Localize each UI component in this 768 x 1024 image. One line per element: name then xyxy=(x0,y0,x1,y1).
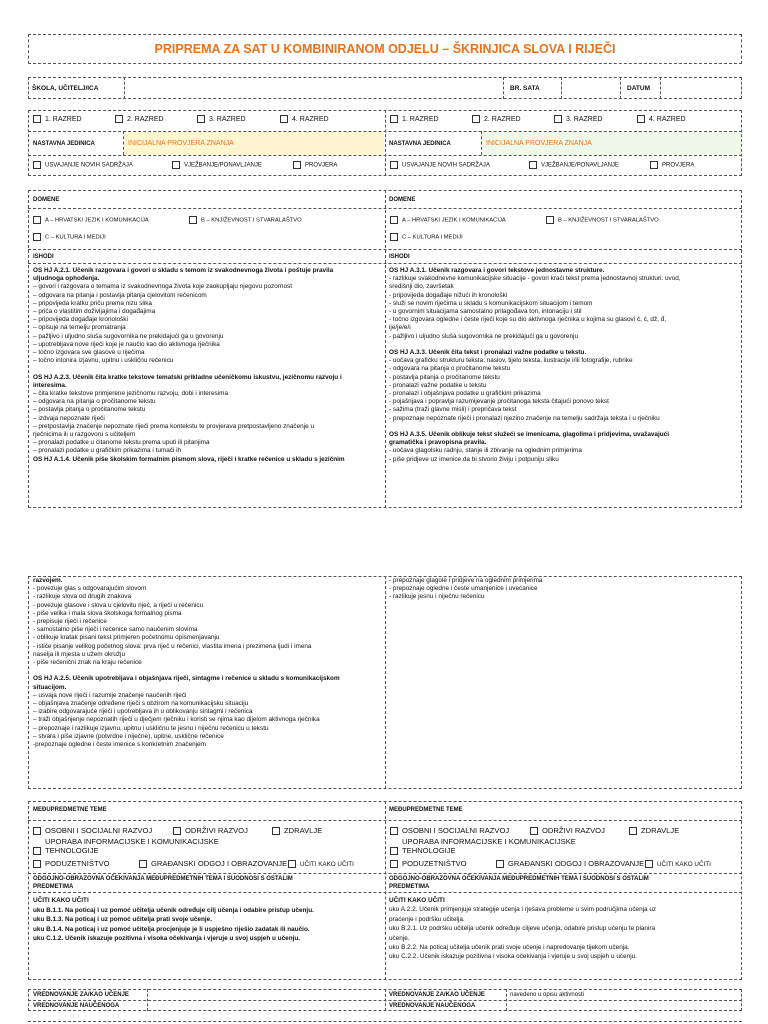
outcome-line: OŠ HJ A.3.5. Učenik oblikuje tekst služeći se imenicama, glagolima i pridjevima, uvažavajući xyxy=(389,431,669,439)
expectation-line: uku B.1.1. Na poticaj i uz pomoć učitelja učenik određuje cilj učenja i odabire pristup učenju. xyxy=(33,906,314,914)
checkbox-icon xyxy=(197,115,205,123)
school-input[interactable] xyxy=(126,79,501,97)
checkbox-icon xyxy=(172,161,180,169)
grade-3-right[interactable]: 3. RAZRED xyxy=(554,115,603,124)
outcome-line: - uočava glagolsku radnju, stanje ili zbivanje na oglednim primjerima xyxy=(389,447,582,455)
date-label: DATUM xyxy=(627,85,650,92)
grade-1-left[interactable]: 1. RAZRED xyxy=(33,115,82,124)
grade-2-right[interactable]: 2. RAZRED xyxy=(472,115,521,124)
checkbox-icon xyxy=(472,115,480,123)
checkbox-icon xyxy=(629,827,637,835)
unit-label-right: NASTAVNA JEDINICA xyxy=(389,141,451,147)
domains-label-left: DOMENE xyxy=(33,197,60,203)
outcome-line: središnji dio, završetak xyxy=(389,283,454,291)
outcome-line: - postavlja pitanja o pročitanome tekstu xyxy=(389,373,500,381)
checkbox-icon xyxy=(530,827,538,835)
checkbox-icon xyxy=(390,115,398,123)
outcome-line: - pronalazi važne podatke u tekstu xyxy=(389,381,487,389)
outcome-line: - uočava grafičku strukturu teksta: naslov, tijelo teksta, ilustracije i/ili fotografije, rubrike xyxy=(389,357,633,365)
outcome-line: - oblikuje kratak pisani tekst primjeren početnomu opismenjavanju xyxy=(33,634,220,642)
expectation-line: uku B.2.1. Uz podršku učitelja učenik određuje ciljeve učenja, odabire pristup učenju te planira xyxy=(389,925,656,933)
outcome-line: - pojašnjava i popravlja razumijevanje pročitanoga teksta čitajući ponovo tekst xyxy=(389,398,609,406)
domain-a-right[interactable]: A – HRVATSKI JEZIK I KOMUNIKACIJA xyxy=(390,216,506,226)
outcome-line: ije/je/e/i xyxy=(389,324,411,332)
domain-c-left[interactable]: C – KULTURA I MEDIJI xyxy=(33,233,106,243)
theme-civic-right[interactable]: GRAĐANSKI ODGOJ I OBRAZOVANJE xyxy=(496,859,644,868)
outcome-line: – pripovijeda događaje kronološki xyxy=(33,316,128,324)
expectation-line: uku B.2.2. Na poticaj učitelja učenik prati svoje učenje i napredovanje tijekom učenja. xyxy=(389,944,630,952)
outcome-line: OŠ HJ A.2.5. Učenik upotrebljava i objašnjava riječi, sintagme i rečenice u skladu s komunikacijskom xyxy=(33,675,340,683)
theme-personal-right[interactable]: OSOBNI I SOCIJALNI RAZVOJ xyxy=(390,826,509,835)
outcome-line: OŠ HJ A.3.1. Učenik razgovara i govori tekstove jednostavne strukture. xyxy=(389,267,605,274)
expectation-line: uku C.2.2. Učenik iskazuje pozitivna i visoka očekivanja i vjeruje u svoj uspjeh u učenju. xyxy=(389,953,637,961)
theme-learn-right[interactable]: UČITI KAKO UČITI xyxy=(645,860,711,869)
outcome-line: – čita kratke tekstove primjerene jezičnomu razvoju, dobi i interesima xyxy=(33,390,228,398)
lesson-type-new-left[interactable]: USVAJANJE NOVIH SADRŽAJA xyxy=(33,161,133,171)
outcome-line: – priča o vlastitim doživljajima i događajima xyxy=(33,308,156,316)
outcome-line: - povezuje glasove i slova u cjelovitu riječ, a riječi u rečenicu xyxy=(33,601,204,609)
outcome-line: – prepoznaje i razlikuje izjavnu, upitnu i uskličnu te jesnu i niječnu rečenicu u tekstu xyxy=(33,724,269,732)
outcome-line: - sažima (traži glavne misli) i prepričava tekst xyxy=(389,406,517,414)
theme-civic-left[interactable]: GRAĐANSKI ODGOJ I OBRAZOVANJE xyxy=(139,859,287,868)
outcomes-label-left: ISHODI xyxy=(33,254,54,260)
unit-value-left[interactable]: INICIJALNA PROVJERA ZNANJA xyxy=(128,140,234,147)
theme-ict-right[interactable] xyxy=(390,842,402,855)
outcome-line: – govori i razgovara o temama iz svakodnevnoga života koje zaokupljaju njegovu pozornost xyxy=(33,283,292,291)
outcome-line: - piše velika i mala slova školskoga formalnog pisma xyxy=(33,609,182,617)
outcome-line: - razlikuje svakodnevne komunikacijske situacije - govori kraći tekst prema jednostavnoj strukturi: uvod, xyxy=(389,275,681,283)
outcome-line: gramatička i pravopisna pravila. xyxy=(389,439,487,447)
outcome-line: interesima. xyxy=(33,381,67,389)
checkbox-icon xyxy=(33,860,41,868)
checkbox-icon xyxy=(173,827,181,835)
outcome-line: rječnicima ili u razgovoru s učiteljem xyxy=(33,431,136,439)
outcome-line: - razlikuje slova od drugih znakova xyxy=(33,593,132,601)
grade-2-left[interactable]: 2. RAZRED xyxy=(115,115,164,124)
outcome-line: – usvaja nove riječi i razumije značenje naučenih riječi xyxy=(33,691,187,699)
cross-label-left: MEĐUPREDMETNE TEME xyxy=(33,807,107,813)
lesson-type-practice-left[interactable]: VJEŽBANJE/PONAVLJANJE xyxy=(172,161,262,171)
outcome-line: - pronalazi i objašnjava podatke u grafičkim prikazima xyxy=(389,390,541,398)
outcome-line: – pronalazi podatke u čitanome tekstu prema uputi ili pitanjima xyxy=(33,439,210,447)
outcome-line: - samostalno piše riječi i rečenice samo naučenim slovima xyxy=(33,626,198,634)
theme-sustainable-right[interactable]: ODRŽIVI RAZVOJ xyxy=(530,826,605,835)
outcome-line: – izabire odgovarajuće riječi i upotrebljava ih u oblikovanju sintagmi i rečenica xyxy=(33,708,253,716)
outcome-line: – izdvaja nepoznate riječi xyxy=(33,414,105,422)
outcome-line: - prepoznaje nepoznate riječi i pronalazi njezino značenje na temelju sadržaja teksta i u rječniku xyxy=(389,414,660,422)
page-title: PRIPREMA ZA SAT U KOMBINIRANOM ODJELU – ŠKRINJICA SLOVA I RIJEČI xyxy=(154,42,616,56)
outcome-line: – odgovara na pitanja o pročitanome tekstu xyxy=(33,398,156,406)
outcomes-label-right: ISHODI xyxy=(389,254,410,260)
checkbox-icon xyxy=(33,233,41,241)
outcome-line: razvojem. xyxy=(33,577,63,584)
theme-entrepreneur-left[interactable]: PODUZETNIŠTVO xyxy=(33,859,110,868)
checkbox-icon xyxy=(189,216,197,224)
outcome-line: situacijom. xyxy=(33,683,67,691)
expectations-list-left xyxy=(33,896,381,978)
checkbox-icon xyxy=(650,161,658,169)
theme-health-right[interactable]: ZDRAVLJE xyxy=(629,826,679,835)
theme-sustainable-left[interactable]: ODRŽIVI RAZVOJ xyxy=(173,826,248,835)
lesson-type-practice-right[interactable]: VJEŽBANJE/PONAVLJANJE xyxy=(529,161,619,171)
domain-b-left[interactable]: B – KNJIŽEVNOST I STVARALAŠTVO xyxy=(189,216,302,226)
outcome-line xyxy=(389,423,739,431)
unit-label-left: NASTAVNA JEDINICA xyxy=(33,141,95,147)
expectations-list-right xyxy=(389,896,739,978)
eval-of-label-left: VREDNOVANJE NAUČENOGA xyxy=(33,1003,120,1009)
outcome-line: uljudnoga ophođenja. xyxy=(33,275,100,283)
expectation-line: praćenje i podršku učitelja. xyxy=(389,915,465,923)
outcome-line: - točno izgovara ogledne i česte riječi koje su dio aktivnoga rječnika u kojima su glasovi č, ć, dž, đ, xyxy=(389,316,667,324)
outcome-line: - odgovara na pitanja o pročitanome tekstu xyxy=(389,365,511,373)
checkbox-icon xyxy=(33,216,41,224)
outcome-line: – pretpostavlja značenje nepoznate riječi prema kontekstu te provjerava pretpostavljeno značenje u xyxy=(33,422,315,430)
eval-of-input-left[interactable] xyxy=(149,1001,383,1010)
checkbox-icon xyxy=(496,860,504,868)
outcome-line: – točno izgovara sve glasove u riječima xyxy=(33,349,145,357)
grade-4-right[interactable]: 4. RAZRED xyxy=(637,115,686,124)
checkbox-icon xyxy=(390,847,398,855)
grade-3-left[interactable]: 3. RAZRED xyxy=(197,115,246,124)
outcome-line: - razlikuje jesnu i niječnu rečenicu xyxy=(389,593,485,601)
outcome-line: - ističe pisanje velikog početnog slova: prva riječ u rečenici, vlastita imena i prezimena ljudi i imena xyxy=(33,642,312,650)
theme-ict-right-line2: TEHNOLOGIJE xyxy=(402,846,456,855)
checkbox-icon xyxy=(546,216,554,224)
outcome-line: – stvara i piše izjavne (potvrdne i niječne), upitne, uskličnе rečenice xyxy=(33,732,224,740)
checkbox-icon xyxy=(115,115,123,123)
outcome-line: OŠ HJ A.2.1. Učenik razgovara i govori u skladu s temom iz svakodnevnoga života i poštuje pravila xyxy=(33,267,334,274)
unit-value-right[interactable]: INICIJALNA PROVJERA ZNANJA xyxy=(486,140,592,147)
theme-learn-left[interactable]: UČITI KAKO UČITI xyxy=(288,860,354,869)
outcome-line: - piše pridjeve uz imenice da bi stvorio živiju i potpuniju sliku xyxy=(389,455,559,463)
domain-b-right[interactable]: B – KNJIŽEVNOST I STVARALAŠTVO xyxy=(546,216,659,226)
outcome-line: -prepoznaje ogledne i česte imenice s konkretnim značenjem xyxy=(33,741,206,749)
outcome-line: – odgovara na pitanja i postavlja pitanja cjelovitom rečenicom xyxy=(33,291,207,299)
outcomes-list-right-p2 xyxy=(389,577,739,788)
expectation-line: uku B.1.3. Na poticaj i uz pomoć učitelja prati svoje učenje. xyxy=(33,916,212,924)
theme-health-left[interactable]: ZDRAVLJE xyxy=(272,826,322,835)
eval-for-input-left[interactable] xyxy=(149,990,383,999)
checkbox-icon xyxy=(390,233,398,241)
next-table-edge xyxy=(28,1021,742,1022)
eval-for-value-right[interactable]: navedeno u opisu aktivnosti xyxy=(510,992,585,998)
checkbox-icon xyxy=(280,115,288,123)
outcome-line: - pažljivo i uljudno sluša sugovornika ne prekidajući ga u govorenju xyxy=(389,332,578,340)
checkbox-icon xyxy=(288,860,296,868)
theme-ict-left[interactable] xyxy=(33,842,45,855)
eval-of-input-right[interactable] xyxy=(508,1001,740,1010)
checkbox-icon xyxy=(390,161,398,169)
outcome-line xyxy=(389,341,739,349)
outcome-line: OŠ HJ A.3.3. Učenik čita tekst i pronalazi važne podatke u tekstu. xyxy=(389,349,587,357)
lesson-type-check-left[interactable]: PROVJERA xyxy=(293,161,337,171)
theme-ict-left-line1: UPORABA INFORMACIJSKE I KOMUNIKACIJSKE xyxy=(45,837,219,846)
outcome-line: – pronalazi podatke u grafičkim prikazima i tumači ih xyxy=(33,447,182,455)
checkbox-icon xyxy=(33,161,41,169)
eval-for-label-right: VREDNOVANJE ZA/KAO UČENJE xyxy=(389,992,485,998)
school-label: ŠKOLA, UČITELJ/ICA xyxy=(32,85,99,92)
outcome-line: – traži objašnjenje nepoznatih riječi u dječjem rječniku i koristi se njima kao dijelom aktivnoga rječnika xyxy=(33,716,320,724)
expectation-line: UČITI KAKO UČITI xyxy=(389,897,445,904)
cross-label-right: MEĐUPREDMETNE TEME xyxy=(389,807,463,813)
checkbox-icon xyxy=(33,847,41,855)
domains-label-right: DOMENE xyxy=(389,197,416,203)
outcome-line: - služi se novim riječima u skladu s komunikacijskom situacijom i temom xyxy=(389,299,593,307)
outcome-line: – točno intonira izjavnu, upitnu i uskličnu rečenicu xyxy=(33,357,174,365)
checkbox-icon xyxy=(33,115,41,123)
outcome-line: naselja ili mjesta u užem okružju xyxy=(33,650,125,658)
checkbox-icon xyxy=(293,161,301,169)
expect-label-left-2: PREDMETIMA xyxy=(33,884,74,890)
lesson-type-new-right[interactable]: USVAJANJE NOVIH SADRŽAJA xyxy=(390,161,490,171)
checkbox-icon xyxy=(272,827,280,835)
checkbox-icon xyxy=(637,115,645,123)
outcome-line xyxy=(33,667,381,675)
outcome-line: - prepoznaje ogledne i česte umanjenice i uvećanice xyxy=(389,585,538,593)
outcome-line: - pripovijeda događaje nižući ih kronološki xyxy=(389,291,508,299)
outcome-line: - prepisuje riječi i rečenice xyxy=(33,618,107,626)
expectation-line: uku C.1.2. Učenik iskazuje pozitivna i visoka očekivanja i vjeruje u svoj uspjeh u učenju. xyxy=(33,935,301,943)
checkbox-icon xyxy=(139,860,147,868)
outcome-line: – objašnjava značenje određene riječi s obzirom na komunikacijsku situaciju xyxy=(33,700,249,708)
checkbox-icon xyxy=(645,860,653,868)
outcome-line: – pripovijeda kratku priču prema nizu slika xyxy=(33,299,152,307)
theme-entrepreneur-right[interactable]: PODUZETNIŠTVO xyxy=(390,859,467,868)
eval-for-label-left: VREDNOVANJE ZA/KAO UČENJE xyxy=(33,992,129,998)
eval-of-label-right: VREDNOVANJE NAUČENOGA xyxy=(389,1003,476,1009)
outcome-line: - povezuje glas s odgovarajućim slovom xyxy=(33,585,147,593)
checkbox-icon xyxy=(390,827,398,835)
lesson-type-check-right[interactable]: PROVJERA xyxy=(650,161,694,171)
grade-4-left[interactable]: 4. RAZRED xyxy=(280,115,329,124)
expectation-line: učenje. xyxy=(389,934,410,942)
expectation-line: uku B.1.4. Na poticaj i uz pomoć učitelja procjenjuje je li uspješno riješio zadatak ili naučio. xyxy=(33,925,310,933)
expect-label-right-2: PREDMETIMA xyxy=(389,884,430,890)
domain-a-left[interactable]: A – HRVATSKI JEZIK I KOMUNIKACIJA xyxy=(33,216,149,226)
checkbox-icon xyxy=(554,115,562,123)
outcome-line: - prepoznaje glagole i pridjeve na oglednim primjerima xyxy=(389,577,543,584)
expect-label-right-1: ODGOJNO-OBRAZOVNA OČEKIVANJA MEĐUPREDMETNIH TEMA I SUODNOSI S OSTALIM xyxy=(389,876,649,882)
checkbox-icon xyxy=(390,860,398,868)
outcome-line: – opisuje na temelju promatranja xyxy=(33,324,126,332)
outcomes-list-right-p1 xyxy=(389,267,739,507)
outcomes-list-left-p2 xyxy=(33,577,381,788)
outcome-line: – postavlja pitanja o pročitanome tekstu xyxy=(33,406,146,414)
date-input[interactable] xyxy=(662,79,740,97)
theme-personal-left[interactable]: OSOBNI I SOCIJALNI RAZVOJ xyxy=(33,826,152,835)
checkbox-icon xyxy=(33,827,41,835)
period-label: BR. SATA xyxy=(510,85,540,92)
period-input[interactable] xyxy=(563,79,618,97)
checkbox-icon xyxy=(529,161,537,169)
outcome-line: - u govornim situacijama samostalno prilagođava ton, intonaciju i stil xyxy=(389,308,582,316)
outcome-line: – pažljivo i uljudno sluša sugovornika ne prekidajući ga u govorenju xyxy=(33,332,224,340)
theme-ict-left-line2: TEHNOLOGIJE xyxy=(45,846,99,855)
grade-1-right[interactable]: 1. RAZRED xyxy=(390,115,439,124)
checkbox-icon xyxy=(390,216,398,224)
outcomes-list-left-p1 xyxy=(33,267,381,507)
outcome-line: OŠ HJ A.1.4. Učenik piše školskim formalnim pismom slova, riječi i kratke rečenice u skladu s jezičnim xyxy=(33,455,345,463)
outcome-line: - piše rečenični znak na kraju rečenice xyxy=(33,659,142,667)
domain-c-right[interactable]: C – KULTURA I MEDIJI xyxy=(390,233,463,243)
expectation-line: uku A.2.2. Učenik primjenjuje strategije učenja i rješava probleme u svim područjima učenja uz xyxy=(389,906,657,914)
outcome-line xyxy=(33,365,381,373)
outcome-line: – upotrebljava nove riječi koje je naučio kao dio aktivnoga rječnika xyxy=(33,340,220,348)
expectation-line: UČITI KAKO UČITI xyxy=(33,897,89,904)
outcome-line: OŠ HJ A.2.3. Učenik čita kratke tekstove tematski prikladne učeničkomu iskustvu, jezičnomu razvoju i xyxy=(33,373,342,381)
expect-label-left-1: ODGOJNO-OBRAZOVNA OČEKIVANJA MEĐUPREDMETNIH TEMA I SUODNOSI S OSTALIM xyxy=(33,876,293,882)
theme-ict-right-line1: UPORABA INFORMACIJSKE I KOMUNIKACIJSKE xyxy=(402,837,576,846)
